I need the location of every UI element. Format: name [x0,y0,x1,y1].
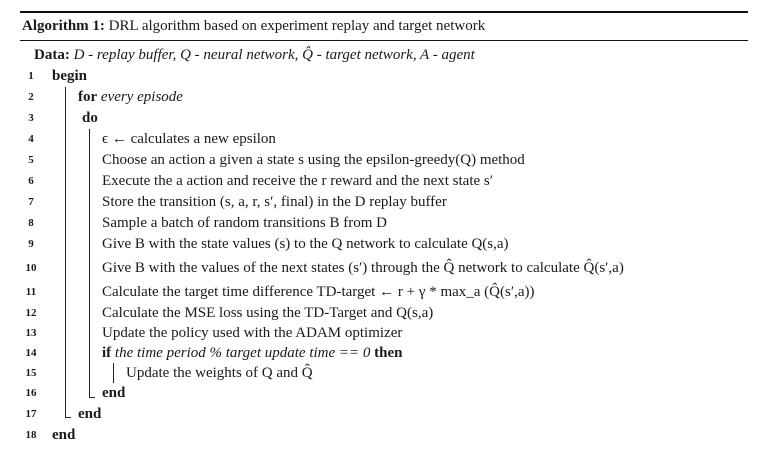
for-keyword: for [78,89,98,105]
data-keyword: Data: [34,47,70,63]
top-rule [20,11,748,13]
caption-title: DRL algorithm based on experiment replay and target network [108,18,486,34]
line-number: 7 [28,196,34,208]
line-number: 4 [28,133,34,145]
line-number: 2 [28,91,34,103]
data-text: D - replay buffer, Q - neural network, Q̂ - target network, A - agent [73,47,475,63]
line-text: Calculate the MSE loss using the TD-Target and Q(s,a) [102,305,434,321]
line-text: Update the weights of Q and Q̂ [126,365,313,381]
line-text: ϵ ← calculates a new epsilon [102,131,276,147]
line-text: every episode [100,89,183,105]
line-text: Choose an action a given a state s using the epsilon-greedy(Q) method [102,152,525,168]
for-block-bar [89,129,90,397]
algorithm-box [20,11,748,443]
line-number: 10 [25,262,37,274]
line-number: 14 [25,347,37,359]
caption-rule [20,40,748,41]
line-text: Give B with the values of the next states (s′) through the Q̂ network to calculate Q̂(s′,a) [102,260,624,276]
line-text: Calculate the target time difference TD-target ← r + γ * max_a (Q̂(s′,a)) [102,284,535,300]
begin-block-bar [65,87,66,417]
line-number: 17 [25,408,37,420]
line-text: Sample a batch of random transitions B from D [102,215,387,231]
line-text: begin [52,68,88,84]
then-keyword: then [374,345,403,361]
line-text: end [52,427,76,443]
caption-label: Algorithm 1: [22,18,105,34]
line-text: Store the transition (s, a, r, s′, final) in the D replay buffer [102,194,447,210]
line-number: 1 [28,70,34,82]
for-block-tick [89,397,95,398]
line-number: 18 [25,429,37,441]
line-number: 15 [25,367,37,379]
line-text: end [78,406,102,422]
line-number: 9 [28,238,34,250]
line-number: 6 [28,175,34,187]
line-text: Execute the a action and receive the r reward and the next state s′ [102,173,494,189]
line-number: 13 [25,327,37,339]
line-text: Give B with the state values (s) to the Q network to calculate Q(s,a) [102,236,509,252]
line-number: 5 [28,154,34,166]
line-number: 8 [28,217,34,229]
line-number: 12 [25,307,37,319]
line-number: 3 [28,112,34,124]
if-block-bar [113,363,114,383]
line-text: Update the policy used with the ADAM optimizer [102,325,403,341]
begin-block-tick [65,417,71,418]
line-text: end [102,385,126,401]
line-text: do [82,110,98,126]
line-number: 11 [25,286,37,298]
line-number: 16 [25,387,37,399]
algorithm-caption [22,17,485,35]
if-keyword: if [102,345,112,361]
line-text: the time period % target update time == 0 [114,345,371,361]
